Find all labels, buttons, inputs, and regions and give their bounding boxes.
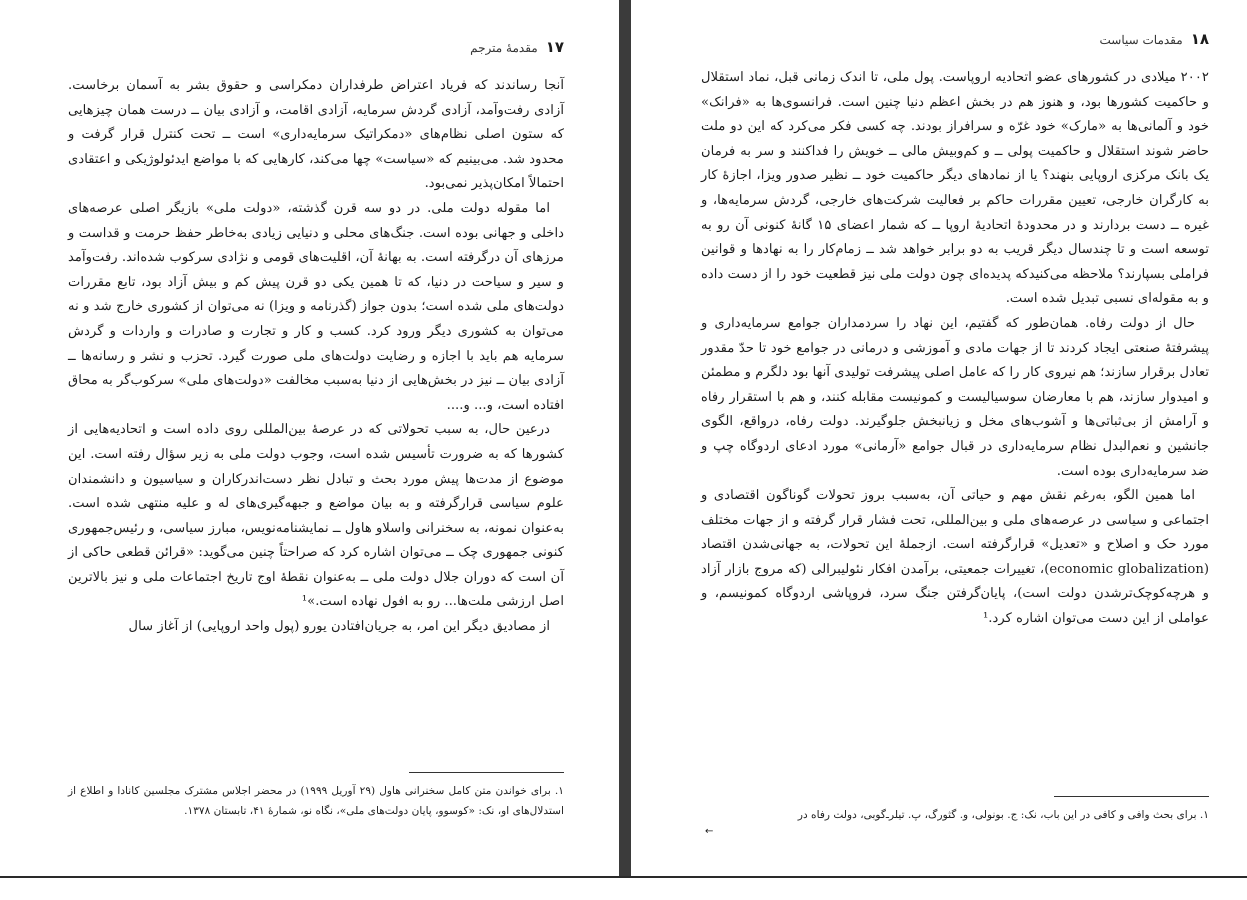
running-title: مقدمهٔ مترجم (470, 41, 538, 55)
paragraph: اما همین الگو، به‌رغم نقش مهم و حیاتی آن، به‌سبب بروز تحولات گوناگون اقتصادی و اجتماعی و سیاسی در عرصه‌های ملی و بین‌المللی، تحت فشار قرار گرفته و از جهات مختلف مورد حک و اصلاح و «تعدیل» قرارگرفته است. ازجملهٔ این تحولات، به جهانی‌شدن اقتصاد (economic globalization)، تغییرات جمعیتی، برآمدن افکار نئولیبرالی (که مروج بازار آزاد و هرچه‌کوچک‌ترشدن دولت است)، پایان‌گرفتن جنگ سرد، فروپاشی اردوگاه کمونیسم، و عواملی از این دست می‌توان اشاره کرد.¹ (701, 488, 1209, 627)
paragraph: از مصادیق دیگر این امر، به جریان‌افتادن یورو (پول واحد اروپایی) از آغاز سال (128, 619, 550, 635)
page-number: ۱۷ (545, 38, 564, 56)
footnote-divider (409, 772, 564, 773)
bottom-edge (0, 876, 1247, 900)
paragraph: اما مقوله دولت ملی. در دو سه قرن گذشته، «دولت ملی» بازیگر اصلی عرصه‌های داخلی و جهانی بوده است. جنگ‌های محلی و دنیایی زیادی به‌خاطر حفظ حرمت و قداست و مرزهای آن درگرفته است. به بهانهٔ آن، اقلیت‌های قومی و نژادی سرکوب شده‌اند. رفت‌وآمد و سیر و سیاحت در دنیا، که تا همین یکی دو قرن پیش کم و بیش آزاد بود، تابع مقررات دولت‌های ملی شده است؛ بدون جواز (گذرنامه و ویزا) نه می‌توان از کشوری خارج شد و نه می‌توان به کشوری دیگر ورود کرد. کسب و کار و تجارت و صادرات و واردات و گردش سرمایه هم باید با اجازه و رضایت دولت‌های ملی صورت گیرد. تحزب و نشر و رسانه‌ها ــ آزادی بیان ــ نیز در بخش‌هایی از دنیا به‌سبب مخالفت «دولت‌های ملی» سرکوب‌گر به محاق افتاده است، و... و.... (68, 200, 564, 413)
paragraph: حال از دولت رفاه. همان‌طور که گفتیم، این نهاد را سردمداران جوامع سرمایه‌داری و پیشرفتهٔ صنعتی ایجاد کردند تا از جهات مادی و آموزشی و درمانی در جوامع خود تا حدّ مقدور تعادل برقرار سازند؛ هم نیروی کار را که عامل اصلی پیشرفت تولیدی آنها بود دلگرم و مطمئن و امیدوار سازند، هم با معارضان سوسیالیست و کمونیست مقابله کنند، و هم با استقرار رفاه و آرامش از بی‌ثباتی‌ها و آشوب‌های مخل و زیانبخش جلوگیرند. دولت رفاه، درواقع، الگوی جانشین و نعم‌البدل نظام سرمایه‌داری در قبال جوامع «آرمانی» مورد ادعای اردوگاه چپ و ضد سرمایه‌داری بوده است. (701, 315, 1209, 479)
running-head (701, 30, 1209, 48)
body-text (68, 74, 564, 640)
left-page (0, 0, 619, 876)
paragraph: آنجا رساندند که فریاد اعتراض طرفداران دمکراسی و حقوق بشر به آسمان برخاست. آزادی رفت‌وآمد، آزادی گردش سرمایه، آزادی اقامت، و آزادی بیان ــ درست همان چیزهایی که ستون اصلی نظام‌های «دمکراتیک سرمایه‌داری» است ــ تحت کنترل قرار گرفت و محدود شد. می‌بینیم که «سیاست» چها می‌کند، کارهایی که با مواضع ایدئولوژیکی و اعتقادی احتمالاً امکان‌پذیر نمی‌بود. (68, 78, 564, 192)
footnote-area (701, 796, 1209, 825)
running-title: مقدمات سیاست (1099, 33, 1183, 47)
running-head (68, 38, 564, 56)
footnote: ۱. برای بحث وافی و کافی در این باب، نک: ج. بونولی، و. گثورگ، پ. تیلر‌ـ‌گوبی، دولت رفاه در (797, 809, 1209, 821)
page-number: ۱۸ (1190, 30, 1209, 48)
body-text (701, 66, 1209, 632)
continuation-arrow-icon: ← (705, 826, 714, 837)
footnote-divider (1054, 796, 1209, 797)
footnote-area (68, 772, 564, 821)
paragraph: ۲۰۰۲ میلادی در کشورهای عضو اتحادیه اروپاست. پول ملی، تا اندک زمانی قبل، نماد استقلال و حاکمیت کشورها بود، و هنوز هم در بخش اعظم دنیا چنین است. فرانسوی‌ها به «فرانک» خود و آلمانی‌ها به «مارک» خود غرّه و سرافراز بودند. چه کسی فکر می‌کرد که این دو ملت حاضر شوند استقلال و حاکمیت پولی ــ و کم‌وبیش مالی ــ خویش را فداکنند و سر به فرمان یک بانک مرکزی اروپایی بنهند؟ یا از نمادهای دیگر حاکمیت خود ــ نظیر صدور ویزا، اجازهٔ کار به کارگران خارجی، تعیین مقررات حاکم بر فعالیت شرکت‌های خارجی، گردش سرمایه‌ها، و غیره ــ دست بردارند و در محدودهٔ اتحادیهٔ اروپا ــ که شمار اعضای ۱۵ گانهٔ کنونی آن رو به توسعه است و تا چندسال دیگر قریب به دو برابر خواهد شد ــ زمام‌کار را به نهادها و قوانین فراملی بسپارند؟ ملاحظه می‌کنیدکه پدیده‌ای چون دولت ملی نیز قطعیت خود را از دست داده و به مقوله‌ای نسبی تبدیل شده است. (701, 70, 1210, 307)
paragraph: درعین حال، به سبب تحولاتی که در عرصهٔ بین‌المللی روی داده است و اتحادیه‌هایی از کشورها که به ضرورت تأسیس شده است، وجوب دولت ملی به زیر سؤال رفته است. این موضوع از مدت‌ها پیش مورد بحث و تبادل نظر دست‌اندرکاران و سیاسیون و دانشمندان علوم سیاسی قرارگرفته و به بیان مواضع و جبهه‌گیری‌های له و علیه منتهی شده است. به‌عنوان نمونه، به سخنرانی واسلاو هاول ــ نمایشنامه‌نویس، مبارز سیاسی، و رئیس‌جمهوری کنونی جمهوری چک ــ می‌توان اشاره کرد که صراحتاً چنین می‌گوید: «قرائن قطعی حاکی از آن است که دوران جلال دولت ملی ــ به‌عنوان نقطهٔ اوج تاریخ اجتماعات ملی و نیز بالاترین اصل ارزشی ملت‌ها... رو به افول نهاده است.»¹ (68, 422, 564, 610)
page-gutter (619, 0, 631, 898)
right-page (631, 0, 1247, 876)
footnote: ۱. برای خواندن متن کامل سخنرانی هاول (۲۹ آوریل ۱۹۹۹) در محضر اجلاس مشترک مجلسین کانادا و اطلاع از استدلال‌های او، نک: «کوسوو، پایان دولت‌های ملی»، نگاه نو، شمارهٔ ۴۱، تابستان ۱۳۷۸. (68, 785, 564, 817)
